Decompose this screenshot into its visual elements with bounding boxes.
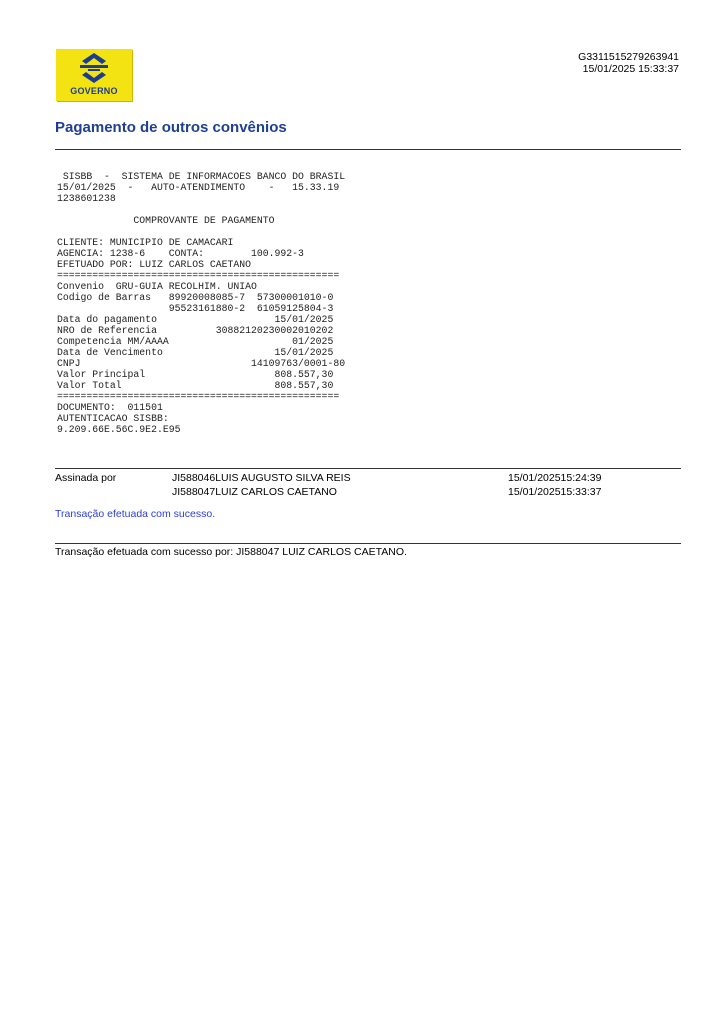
receipt-line: 95523161880-2 61059125804-3 xyxy=(168,303,334,314)
footer-divider xyxy=(55,543,681,544)
receipt-line: ================================================ xyxy=(57,391,340,402)
signature-row xyxy=(55,485,681,499)
receipt-line: EFETUADO POR: LUIZ CARLOS CAETANO xyxy=(57,259,252,270)
logo-text: GOVERNO xyxy=(70,86,118,96)
receipt-line: CNPJ 14109763/0001-80 xyxy=(57,358,346,369)
receipt-line: Convenio GRU-GUIA RECOLHIM. UNIAO xyxy=(57,281,257,292)
signature-datetime: 15/01/202515:33:37 xyxy=(508,486,602,498)
signer-name: JI588047LUIZ CARLOS CAETANO xyxy=(172,486,337,498)
signature-divider xyxy=(55,468,681,469)
footer-status-text: Transação efetuada com sucesso por: JI588047 LUIZ CARLOS CAETANO. xyxy=(55,546,407,558)
receipt-line: 15/01/2025 - AUTO-ATENDIMENTO - 15.33.19 xyxy=(57,182,340,193)
receipt-line: 1238601238 xyxy=(57,193,116,204)
signature-datetime: 15/01/202515:24:39 xyxy=(508,472,602,484)
receipt-line: NRO de Referencia 30882120230002010202 xyxy=(57,325,334,336)
receipt-line: Data do pagamento 15/01/2025 xyxy=(57,314,334,325)
page-title: Pagamento de outros convênios xyxy=(55,119,287,136)
signature-row xyxy=(55,471,681,485)
receipt-line: Data de Vencimento 15/01/2025 xyxy=(57,347,334,358)
receipt-line: CLIENTE: MUNICIPIO DE CAMACARI xyxy=(57,237,234,248)
receipt-line: AUTENTICACAO SISBB: xyxy=(57,413,169,424)
signed-by-label: Assinada por xyxy=(55,472,117,484)
banco-do-brasil-logo-icon xyxy=(76,53,112,83)
payment-receipt xyxy=(57,171,345,435)
receipt-line: SISBB - SISTEMA DE INFORMACOES BANCO DO BRASIL xyxy=(62,171,346,182)
header-info xyxy=(578,51,679,75)
transaction-id: G3311515279263941 xyxy=(578,51,679,63)
receipt-line: Competencia MM/AAAA 01/2025 xyxy=(57,336,334,347)
receipt-line: 9.209.66E.56C.9E2.E95 xyxy=(57,424,181,435)
receipt-line: Valor Principal 808.557,30 xyxy=(57,369,334,380)
receipt-line: DOCUMENTO: 011501 xyxy=(57,402,163,413)
title-divider xyxy=(55,149,681,150)
receipt-line: COMPROVANTE DE PAGAMENTO xyxy=(133,215,275,226)
signer-name: JI588046LUIS AUGUSTO SILVA REIS xyxy=(172,472,351,484)
receipt-line: AGENCIA: 1238-6 CONTA: 100.992-3 xyxy=(57,248,304,259)
bank-logo xyxy=(56,49,132,101)
transaction-datetime: 15/01/2025 15:33:37 xyxy=(582,63,679,75)
receipt-line: Valor Total 808.557,30 xyxy=(57,380,334,391)
receipt-line: ================================================ xyxy=(57,270,340,281)
receipt-line: Codigo de Barras 89920008085-7 57300001010-0 xyxy=(57,292,334,303)
signature-table xyxy=(55,471,681,499)
success-link[interactable]: Transação efetuada com sucesso. xyxy=(55,508,216,520)
